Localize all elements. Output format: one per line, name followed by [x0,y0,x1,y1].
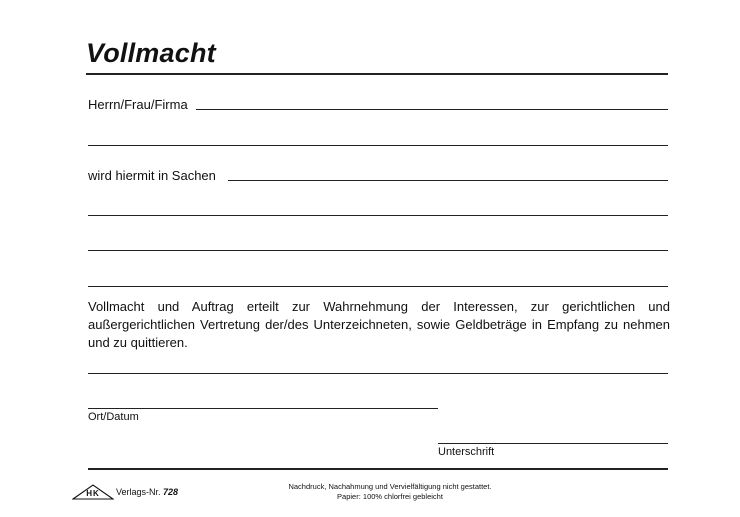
publisher-mark [72,484,178,500]
matter-field-line[interactable] [228,180,668,181]
name-field-line-2[interactable] [88,145,668,146]
publisher-logo: HK [72,484,114,500]
name-label: Herrn/Frau/Firma [88,97,188,112]
extra-line[interactable] [88,373,668,374]
title-underline [86,73,668,75]
authorization-text: Vollmacht und Auftrag erteilt zur Wahrnehmung der Interessen, zur gerichtlichen und außergerichtlichen Vertretung der/des Unterzeichneten, sowie Geldbeträge in Empfang zu nehmen und zu quittieren. [88,299,670,350]
matter-field-line-2[interactable] [88,215,668,216]
form-title: Vollmacht [86,38,216,68]
matter-field-line-4[interactable] [88,286,668,287]
signature-line[interactable] [438,443,668,444]
copyright-notice: Nachdruck, Nachahmung und Vervielfältigung nicht gestattet. [288,482,492,491]
paper-notice: Papier: 100% chlorfrei gebleicht [337,492,443,501]
signature-label: Unterschrift [438,446,495,458]
matter-field-line-3[interactable] [88,250,668,251]
publisher-prefix: Verlags-Nr. [116,487,161,497]
name-field-line[interactable] [196,109,668,110]
place-date-label: Ort/Datum [88,411,139,423]
publisher-number: 728 [163,487,179,497]
place-date-line[interactable] [88,408,438,409]
matter-label: wird hiermit in Sachen [88,168,216,183]
footer-rule [88,468,668,470]
